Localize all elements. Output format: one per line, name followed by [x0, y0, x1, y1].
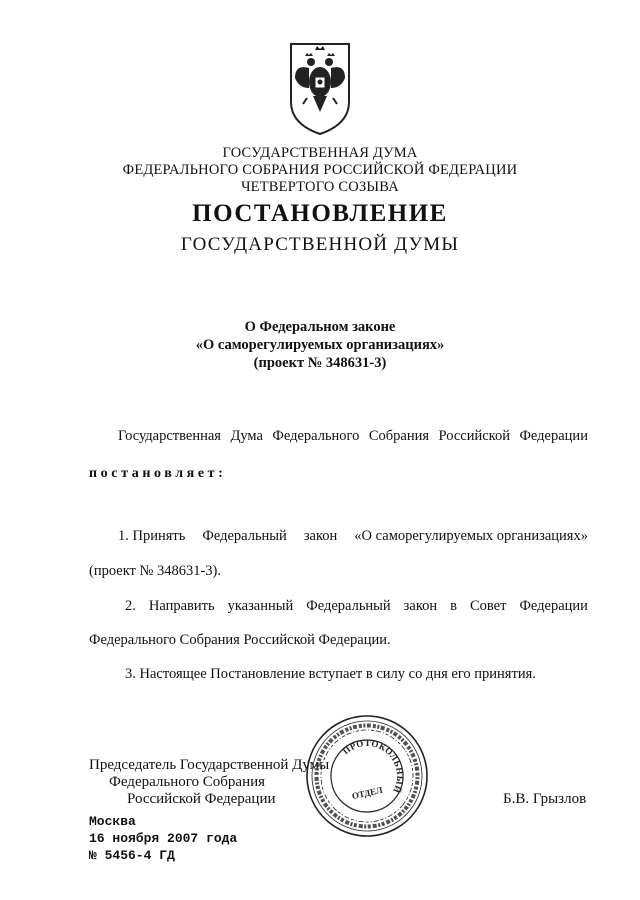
preamble-word: Федерального — [272, 428, 360, 444]
header-line-1: ГОСУДАРСТВЕННАЯ ДУМА — [222, 145, 418, 161]
item-2-word: закон — [403, 598, 438, 614]
item-1-line-1 — [118, 528, 588, 545]
item-2-word: в — [450, 598, 457, 614]
signatory-name: Б.В. Грызлов — [503, 791, 587, 807]
resolves-word: постановляет: — [89, 466, 227, 481]
document-subtitle: ГОСУДАРСТВЕННОЙ ДУМЫ — [180, 234, 460, 255]
item-1-word: закон — [303, 528, 338, 544]
subject-line-2: «О саморегулируемых организациях» — [195, 337, 445, 353]
signature-line-1: Председатель Государственной Думы — [89, 757, 330, 773]
subject-line-3: (проект № 348631-3) — [253, 355, 387, 371]
item-2-word: Совет — [469, 598, 507, 614]
preamble-word: Собрания — [368, 428, 430, 444]
signature-line-3: Российской Федерации — [127, 791, 276, 807]
item-2-word: Федеральный — [306, 598, 391, 614]
signing-date: 16 ноября 2007 года — [89, 831, 238, 846]
item-3: 3. Настоящее Постановление вступает в силу со дня его принятия. — [125, 666, 536, 682]
item-1-word: 1. Принять — [118, 528, 186, 544]
document-number: № 5456-4 ГД — [89, 848, 175, 863]
preamble-word: Государственная — [118, 428, 221, 444]
preamble-text — [118, 428, 588, 445]
item-2-word: Направить — [148, 598, 215, 614]
subject-line-1: О Федеральном законе — [244, 319, 396, 335]
official-stamp-icon — [303, 712, 431, 840]
preamble-word: Российской — [438, 428, 510, 444]
stamp-center-text: ОТДЕЛ — [350, 784, 384, 802]
coat-of-arms-icon — [287, 40, 353, 136]
item-1-line-2: (проект № 348631-3). — [89, 563, 222, 579]
stamp-arc-text: ПРОТОКОЛЬНЫЙ — [340, 737, 406, 795]
item-2-line-1 — [125, 598, 588, 615]
item-2-line-2: Федерального Собрания Российской Федерации. — [89, 632, 391, 648]
item-1-word: «О саморегулируемых организациях» — [354, 528, 588, 544]
signature-line-2: Федерального Собрания — [109, 774, 266, 790]
document-title: ПОСТАНОВЛЕНИЕ — [192, 200, 448, 227]
item-2-word: указанный — [227, 598, 294, 614]
item-2-word: 2. — [125, 598, 136, 614]
place-of-signing: Москва — [89, 814, 136, 829]
preamble-word: Федерации — [519, 428, 588, 444]
item-1-word: Федеральный — [202, 528, 287, 544]
preamble-word: Дума — [230, 428, 263, 444]
item-2-word: Федерации — [519, 598, 588, 614]
header-line-3: ЧЕТВЕРТОГО СОЗЫВА — [241, 179, 399, 195]
header-line-2: ФЕДЕРАЛЬНОГО СОБРАНИЯ РОССИЙСКОЙ ФЕДЕРАЦИИ — [122, 162, 518, 178]
